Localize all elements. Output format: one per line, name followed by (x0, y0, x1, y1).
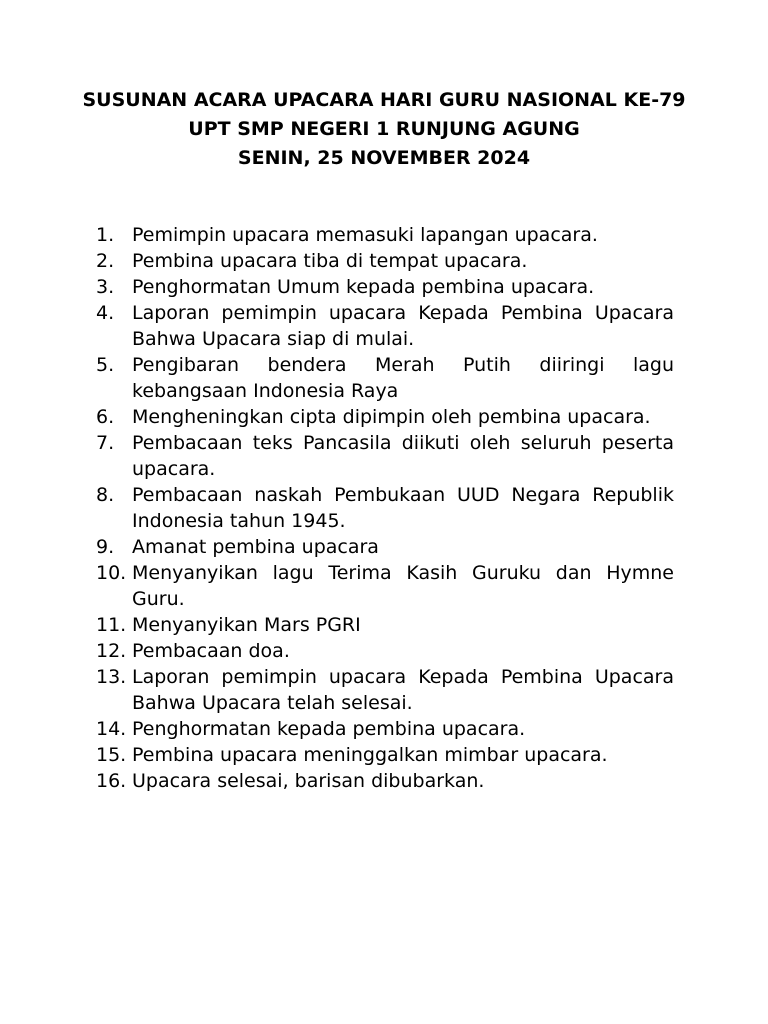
agenda-item-number: 10. (96, 562, 127, 584)
agenda-item-number: 11. (96, 614, 127, 636)
agenda-item-number: 3. (96, 276, 115, 298)
agenda-item-text: Laporan pemimpin upacara Kepada Pembina Upacara Bahwa Upacara siap di mulai. (132, 302, 674, 350)
title-line-school: UPT SMP NEGERI 1 RUNJUNG AGUNG (188, 118, 580, 140)
agenda-item (96, 404, 674, 430)
agenda-item-number: 8. (96, 484, 115, 506)
agenda-item (96, 300, 674, 352)
agenda-item (96, 222, 674, 248)
agenda-item-text: Penghormatan Umum kepada pembina upacara. (132, 276, 595, 298)
agenda-item (96, 664, 674, 716)
agenda-item-text: Amanat pembina upacara (132, 536, 379, 558)
agenda-item-number: 12. (96, 640, 127, 662)
agenda-item (96, 742, 674, 768)
agenda-item-number: 16. (96, 770, 127, 792)
agenda-item-text: Penghormatan kepada pembina upacara. (132, 718, 526, 740)
agenda-item-number: 14. (96, 718, 127, 740)
agenda-item (96, 534, 674, 560)
agenda-item (96, 560, 674, 612)
agenda-list (96, 222, 674, 794)
agenda-item-number: 9. (96, 536, 115, 558)
agenda-item-text: Pengibaran bendera Merah Putih diiringi lagu kebangsaan Indonesia Raya (132, 354, 674, 402)
agenda-item-number: 1. (96, 224, 115, 246)
agenda-item-number: 7. (96, 432, 115, 454)
agenda-item-text: Pembacaan naskah Pembukaan UUD Negara Republik Indonesia tahun 1945. (132, 484, 674, 532)
agenda-item (96, 612, 674, 638)
agenda-item (96, 248, 674, 274)
title-line-ceremony: SUSUNAN ACARA UPACARA HARI GURU NASIONAL KE-79 (82, 89, 686, 111)
agenda-item-text: Pembacaan doa. (132, 640, 290, 662)
title-line-date: SENIN, 25 NOVEMBER 2024 (237, 147, 531, 169)
agenda-item-text: Menyanyikan lagu Terima Kasih Guruku dan Hymne Guru. (132, 562, 674, 610)
agenda-item-text: Pembina upacara meninggalkan mimbar upacara. (132, 744, 608, 766)
agenda-item-text: Pembina upacara tiba di tempat upacara. (132, 250, 528, 272)
agenda-item-number: 5. (96, 354, 115, 376)
agenda-item (96, 716, 674, 742)
agenda-item (96, 638, 674, 664)
agenda-item-number: 2. (96, 250, 115, 272)
agenda-item-number: 13. (96, 666, 127, 688)
agenda-item-text: Upacara selesai, barisan dibubarkan. (132, 770, 485, 792)
document-title (60, 86, 708, 173)
agenda-item-text: Menyanyikan Mars PGRI (132, 614, 361, 636)
agenda-item (96, 768, 674, 794)
agenda-item (96, 352, 674, 404)
agenda-item (96, 482, 674, 534)
agenda-item-number: 15. (96, 744, 127, 766)
agenda-item-number: 6. (96, 406, 115, 428)
agenda-item-text: Pemimpin upacara memasuki lapangan upacara. (132, 224, 598, 246)
agenda-item-text: Mengheningkan cipta dipimpin oleh pembina upacara. (132, 406, 651, 428)
agenda-item-text: Laporan pemimpin upacara Kepada Pembina Upacara Bahwa Upacara telah selesai. (132, 666, 674, 714)
agenda-item-text: Pembacaan teks Pancasila diikuti oleh seluruh peserta upacara. (132, 432, 674, 480)
agenda-item (96, 274, 674, 300)
agenda-item-number: 4. (96, 302, 115, 324)
agenda-item (96, 430, 674, 482)
